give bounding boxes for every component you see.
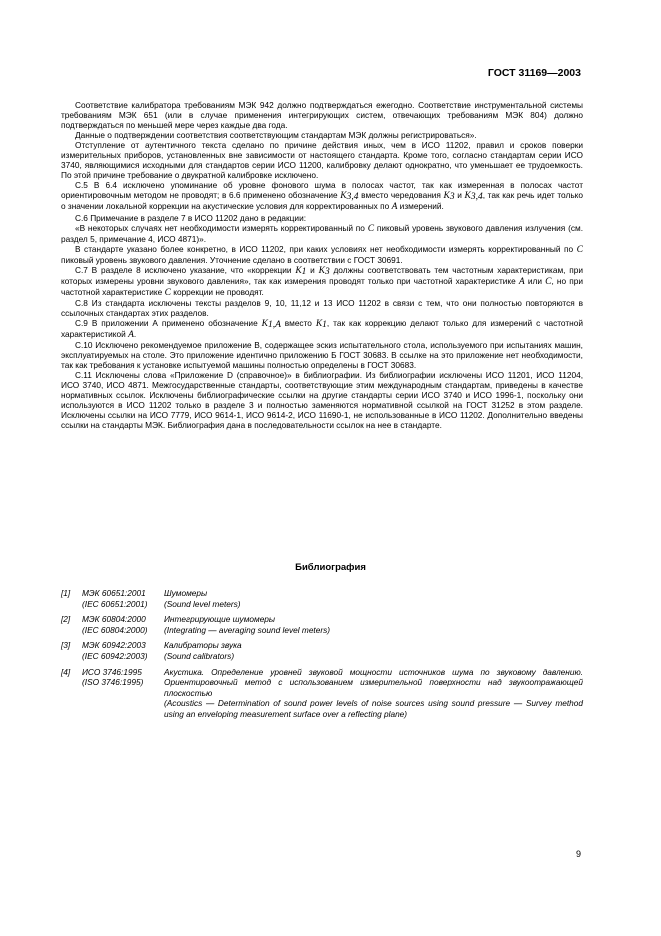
paragraph: Соответствие калибратора требованиям МЭК 942 должно подтверждаться ежегодно. Соответствие инструментальной системы требованиям МЭК 651 (или в случае применения интегрирующих систем, отвечающих требованиям МЭК 804) должно подтверждаться по меньшей мере через каждые два года. bbox=[61, 100, 583, 131]
bibliography-title: Библиография bbox=[295, 562, 366, 573]
clause-c9: С.9 В приложении А применено обозначение $K_{1,A}$ вместо $K_1$, так как коррекцию делают только для измерений с частотной характеристикой A. bbox=[61, 317, 583, 341]
entry-title: Шумомеры (Sound level meters) bbox=[164, 588, 241, 609]
entry-standard: МЭК 60651:2001 (IEC 60651:2001) bbox=[82, 588, 148, 609]
paragraph: Данные о подтверждении соответствия соответствующим стандартам МЭК должны регистрироваться». bbox=[75, 130, 477, 141]
entry-title: Калибраторы звука (Sound calibrators) bbox=[164, 640, 242, 661]
entry-standard: ИСО 3746:1995 (ISO 3746:1995) bbox=[82, 666, 144, 688]
bibliography-entry bbox=[61, 614, 583, 635]
clause-c8: С.8 Из стандарта исключены тексты разделов 9, 10, 11,12 и 13 ИСО 11202 в связи с тем, что они полностью повторяются в ссылочных стандартах этих разделов. bbox=[61, 297, 583, 318]
clause-c6-text: В стандарте указано более конкретно, в ИСО 11202, при каких условиях нет необходимости измерять корректированный по C пиковый уровень звукового давления. Уточнение сделано в соответствии с ГОСТ 30691. bbox=[61, 243, 583, 265]
bibliography-entry bbox=[61, 588, 583, 609]
document-id-header: ГОСТ 31169—2003 bbox=[487, 67, 581, 79]
entry-number: [4] bbox=[61, 666, 71, 677]
clause-c11: С.11 Исключены слова «Приложение D (справочное)» в библиографии. Из библиографии исключены ИСО 11201, ИСО 11204, ИСО 3740, ИСО 4871. Межгосударственные стандарты, соответствующие этим международным стандартам, приведены в качестве нормативных ссылок. Исключены библиографические ссылки на другие стандарты серии ИСО 3740 и ИСО 1996-1, поскольку они используются в ИСО 11202 только в разделе 3 и полностью заменяются нормативной ссылкой на ГОСТ 31252 в этом разделе. Исключены ссылки на ИСО 7779, ИСО 9614-1, ИСО 9614-2, ИСО 11690-1, не использованные в ИСО 11202. Дополнительно введены ссылки на стандарты МЭК. Библиография дана в последовательности ссылок на нее в стандарте. bbox=[61, 370, 583, 431]
entry-title: Акустика. Определение уровней звуковой мощности источников шума по звуковому давлению. Ориентировочный метод с использованием измерительной поверхности над звукоотражающей плоскостью (Acoustics — Determination of sound power levels of noise sources using sound pressure — Survey method using an enveloping measurement surface over a reflecting plane) bbox=[164, 666, 583, 719]
entry-standard: МЭК 60804:2000 (IEC 60804:2000) bbox=[82, 614, 148, 635]
entry-standard: МЭК 60942:2003 (IEC 60942:2003) bbox=[82, 640, 148, 661]
bibliography-entry bbox=[61, 640, 583, 661]
entry-title: Интегрирующие шумомеры (Integrating — averaging sound level meters) bbox=[164, 614, 331, 635]
paragraph: Отступление от аутентичного текста сделано по причине действия иных, чем в ИСО 11202, правил и сроков поверки измерительных приборов, установленных вне зависимости от настоящего стандарта. Кроме того, согласно стандартам серии ИСО 3740, являющимися исходными для стандартов серии ИСО 11200, калибровку делают однократно, что уменьшает ее трудоемкость. По этой причине требование о двукратной калибровке исключено. bbox=[61, 140, 583, 181]
bibliography-entry bbox=[61, 667, 583, 720]
document-body bbox=[61, 100, 583, 431]
entry-number: [1] bbox=[61, 588, 71, 598]
entry-number: [3] bbox=[61, 640, 71, 651]
entry-number: [2] bbox=[61, 614, 71, 625]
clause-c10: С.10 Исключено рекомендуемое приложение В, содержащее эскиз испытательного стола, используемого при испытаниях машин, эксплуатируемых на столе. Это приложение идентично приложению Б ГОСТ 30683. В ссылке на это приложение нет необходимости, так как требования к установке испытуемой машины полностью определены в ГОСТ 30683. bbox=[61, 340, 583, 371]
clause-c6-quote: «В некоторых случаях нет необходимости измерять корректированный по C пиковый уровень звукового давления излучения (см. раздел 5, примечание 4, ИСО 4871)». bbox=[61, 222, 584, 244]
bibliography-list bbox=[61, 588, 583, 725]
clause-c6: С.6 Примечание в разделе 7 в ИСО 11202 дано в редакции: bbox=[75, 212, 307, 223]
page-number: 9 bbox=[575, 849, 581, 859]
clause-c7: С.7 В разделе 8 исключено указание, что «коррекции $K_1$ и $K_3$ должны соответствовать тем частотным характеристикам, при которых измерены уровни звукового давления», так как измерения проводят только при частотной характеристике A или C, но при частотной характеристике C коррекции не проводят. bbox=[61, 264, 584, 298]
clause-c5: С.5 В 6.4 исключено упоминание об уровне фонового шума в полосах частот, так как измеренная в полосах частот ориентировочным методом не проводят; в 6.6 применено обозначение $K_{3,4}$ вместо чередования $K_3$ и $K_{3,4}$, так как речь идет только о значении локальной коррекции на акустические условия для корректированных по A измерений. bbox=[61, 180, 583, 213]
